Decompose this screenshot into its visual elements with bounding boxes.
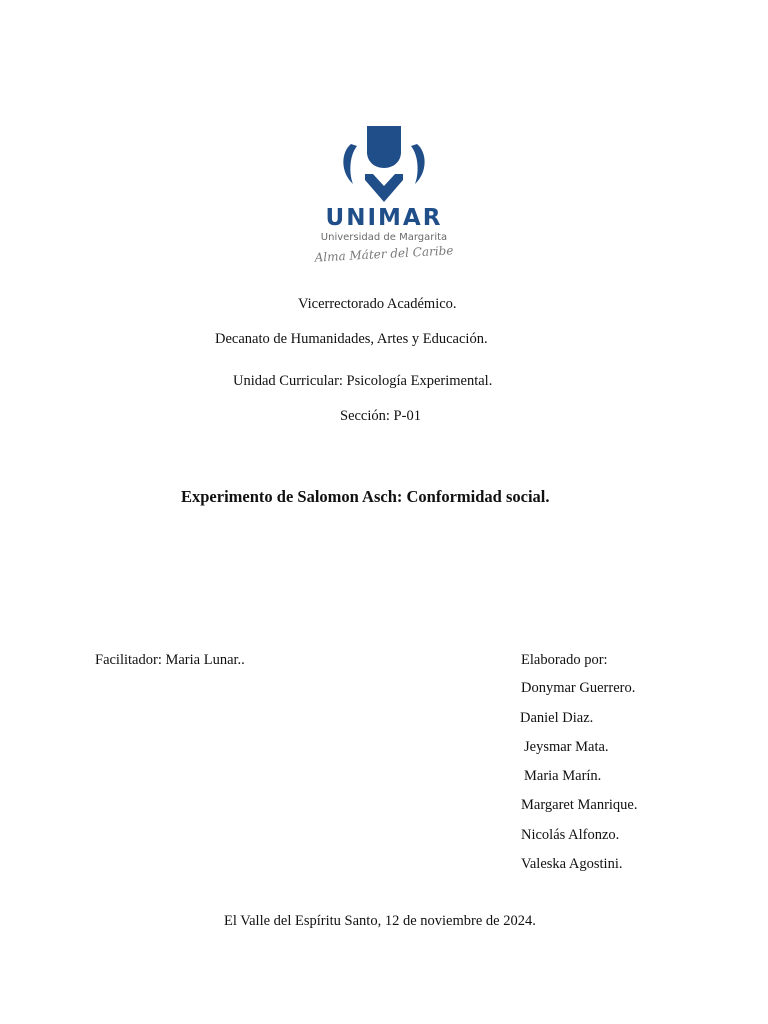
document-title: Experimento de Salomon Asch: Conformidad social.	[181, 487, 550, 506]
member-name: Margaret Manrique.	[521, 797, 638, 813]
member-name: Valeska Agostini.	[521, 856, 623, 872]
facilitador-line: Facilitador: Maria Lunar..	[95, 652, 245, 668]
member-name: Maria Marín.	[524, 768, 602, 784]
vicerrectorado-line: Vicerrectorado Académico.	[298, 296, 457, 312]
member-name: Daniel Diaz.	[520, 710, 594, 726]
logo-subtitle: Universidad de Margarita	[320, 232, 448, 243]
decanato-line: Decanato de Humanidades, Artes y Educación.	[215, 331, 488, 347]
member-name: Donymar Guerrero.	[521, 680, 636, 696]
member-name: Jeysmar Mata.	[524, 739, 609, 755]
elaborado-por-label: Elaborado por:	[521, 652, 608, 668]
unidad-curricular-line: Unidad Curricular: Psicología Experimental.	[233, 373, 493, 389]
member-name: Nicolás Alfonzo.	[521, 827, 620, 843]
place-date-line: El Valle del Espíritu Santo, 12 de noviembre de 2024.	[224, 913, 536, 929]
unimar-emblem-icon	[313, 122, 455, 206]
seccion-line: Sección: P-01	[340, 408, 421, 424]
logo-motto: Alma Máter del Caribe	[314, 243, 454, 265]
logo-name: UNIMAR	[325, 205, 443, 231]
university-logo	[313, 122, 455, 272]
